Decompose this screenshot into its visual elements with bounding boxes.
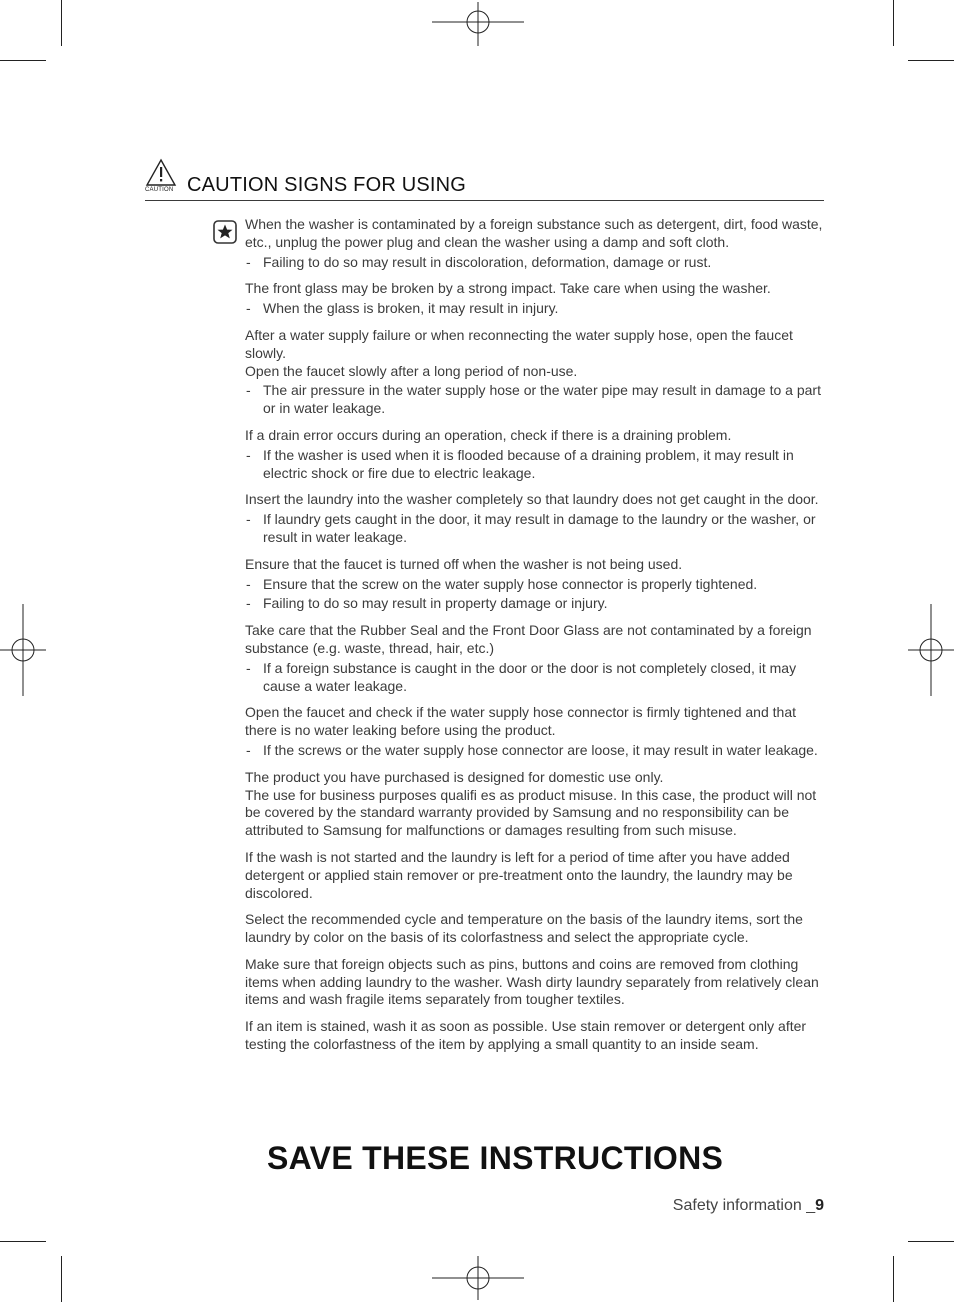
- registration-mark-top: [432, 2, 524, 46]
- caution-text: Select the recommended cycle and temperature on the basis of the laundry items, sort the laundry by color on the basis of its colorfastness and select the appropriate cycle.: [245, 911, 803, 946]
- caution-text: The use for business purposes qualifi es as product misuse. In this case, the product will not be covered by the standard warranty provided by Samsung and no responsibility can be attributed to Samsung for malfunctions or damages resulting from such misuse.: [245, 786, 817, 839]
- caution-subitem: - If the screws or the water supply hose connector are loose, it may result in water leakage.: [245, 742, 823, 760]
- section-title: CAUTION SIGNS FOR USING: [187, 174, 467, 196]
- caution-block: [245, 622, 823, 695]
- caution-icon-label: CAUTION: [145, 187, 174, 193]
- page-number: 9: [815, 1197, 824, 1214]
- registration-mark-left: [0, 604, 46, 696]
- caution-text: Make sure that foreign objects such as pins, buttons and coins are removed from clothing items when adding laundry to the washer. Wash dirty laundry separately from relatively clean items and wash fragile items separately from tougher textiles.: [245, 955, 819, 1008]
- caution-text: The product you have purchased is designed for domestic use only.: [245, 768, 664, 785]
- caution-text: The front glass may be broken by a strong impact. Take care when using the washer.: [245, 280, 771, 297]
- caution-subitem: - If the washer is used when it is flooded because of a draining problem, it may result in electric shock or fire due to electric leakage.: [245, 447, 823, 483]
- caution-text: After a water supply failure or when reconnecting the water supply hose, open the faucet slowly.: [245, 326, 793, 361]
- crop-mark: [893, 1256, 894, 1302]
- caution-subitem: - Failing to do so may result in property damage or injury.: [245, 595, 823, 613]
- caution-text: If an item is stained, wash it as soon as possible. Use stain remover or detergent only after testing the colorfastness of the item by applying a small quantity to an inside seam.: [245, 1018, 807, 1053]
- caution-icon: [145, 158, 179, 196]
- crop-mark: [893, 0, 894, 46]
- save-instructions-heading: SAVE THESE INSTRUCTIONS: [267, 1140, 724, 1176]
- caution-block: [245, 427, 823, 482]
- caution-subitem: - Ensure that the screw on the water supply hose connector is properly tightened.: [245, 576, 823, 594]
- section-header: [145, 158, 824, 201]
- caution-text: Open the faucet slowly after a long period of non-use.: [245, 362, 578, 379]
- caution-content: [245, 216, 823, 1063]
- caution-text: Insert the laundry into the washer completely so that laundry does not get caught in the door.: [245, 491, 819, 508]
- crop-mark: [0, 60, 46, 61]
- caution-subitem: - If laundry gets caught in the door, it may result in damage to the laundry or the washer, or result in water leakage.: [245, 511, 823, 547]
- caution-subitem: - The air pressure in the water supply hose or the water pipe may result in damage to a part or in water leakage.: [245, 382, 823, 418]
- caution-block: [245, 556, 823, 613]
- registration-mark-right: [908, 604, 954, 696]
- caution-block: [245, 1018, 823, 1054]
- caution-text: If a drain error occurs during an operation, check if there is a draining problem.: [245, 426, 732, 443]
- caution-text: If the wash is not started and the laundry is left for a period of time after you have added detergent or applied stain remover or pre-treatment onto the laundry, the laundry may be discolored.: [245, 848, 793, 901]
- caution-block: [245, 849, 823, 902]
- caution-block: [245, 327, 823, 418]
- caution-block: [245, 956, 823, 1009]
- caution-block: [245, 280, 823, 318]
- crop-mark: [908, 1241, 954, 1242]
- caution-block: [245, 216, 823, 271]
- crop-mark: [61, 0, 62, 46]
- caution-text: Open the faucet and check if the water supply hose connector is firmly tightened and that there is no water leaking before using the product.: [245, 704, 796, 739]
- crop-mark: [908, 60, 954, 61]
- caution-subitem: - Failing to do so may result in discoloration, deformation, damage or rust.: [245, 254, 823, 272]
- caution-block: [245, 769, 823, 840]
- page-footer: [673, 1197, 824, 1215]
- caution-subitem: - If a foreign substance is caught in the door or the door is not completely closed, it may cause a water leakage.: [245, 660, 823, 696]
- caution-text: Ensure that the faucet is turned off when the washer is not being used.: [245, 555, 683, 572]
- registration-mark-bottom: [432, 1256, 524, 1300]
- caution-text: When the washer is contaminated by a foreign substance such as detergent, dirt, food waste, etc., unplug the power plug and clean the washer using a damp and soft cloth.: [245, 216, 823, 250]
- caution-block: [245, 704, 823, 759]
- crop-mark: [61, 1256, 62, 1302]
- caution-block: [245, 911, 823, 947]
- crop-mark: [0, 1241, 46, 1242]
- caution-text: Take care that the Rubber Seal and the Front Door Glass are not contaminated by a foreign substance (e.g. waste, thread, hair, etc.): [245, 622, 812, 656]
- caution-block: [245, 491, 823, 546]
- footer-section: Safety information _: [672, 1197, 816, 1214]
- star-note-icon: [213, 220, 237, 244]
- caution-subitem: - When the glass is broken, it may result in injury.: [245, 300, 823, 318]
